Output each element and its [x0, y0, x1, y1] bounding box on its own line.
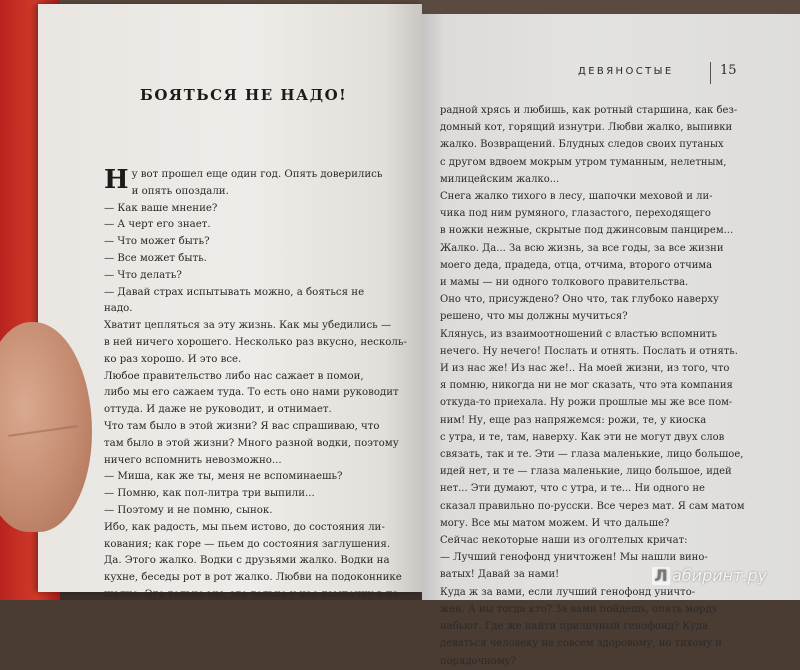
left-line: Любое правительство либо нас сажает в помои,: [104, 370, 364, 382]
left-page-text: [104, 165, 407, 604]
right-line: Куда ж за вами, если лучший генофонд уничто-: [440, 586, 696, 598]
right-line: чика под ним румяного, глазастого, переходящего: [440, 208, 711, 220]
left-line: ничего вспомнить невозможно...: [104, 454, 282, 466]
right-line: нет... Эти думают, что с утра, и те... Ни одного не: [440, 483, 705, 495]
left-line: там было в этой жизни? Много разной водки, поэтому: [104, 437, 399, 449]
left-line: Ибо, как радость, мы пьем истово, до состояния ли-: [104, 521, 385, 533]
right-line: могу. Все мы матом можем. И что дальше?: [440, 517, 670, 529]
left-line: — Что может быть?: [104, 236, 210, 248]
left-line: Что там было в этой жизни? Я вас спрашиваю, что: [104, 420, 380, 432]
left-line: Да. Этого жалко. Водки с друзьями жалко. Водки на: [104, 555, 390, 567]
left-line: либо мы его сажаем туда. То есть оно нами руководит: [104, 387, 399, 399]
right-line: и мамы — ни одного толкового правительства.: [440, 277, 689, 289]
right-line: я помню, никогда ни не мог сказать, что эта компания: [440, 380, 733, 392]
left-line: — А черт его знает.: [104, 219, 211, 231]
header-divider: [710, 62, 711, 84]
right-line: в ножки нежные, скрытые под джинсовым панцирем...: [440, 225, 734, 237]
left-line: надо.: [104, 303, 133, 315]
left-line: оттуда. И даже не руководит, и отнимает.: [104, 404, 332, 416]
right-line: — Лучший генофонд уничтожен! Мы нашли вино-: [440, 552, 708, 564]
left-line: — Что делать?: [104, 269, 182, 281]
left-line: — Поэтому и не помню, сынок.: [104, 504, 273, 516]
right-line: с утра, и те, там, наверху. Как эти не могут двух слов: [440, 431, 725, 443]
right-line: связать, так и те. Эти — глаза маленькие, лицо большое,: [440, 449, 744, 461]
right-line: ним! Ну, еще раз напряжемся: рожи, те, у киоска: [440, 414, 707, 426]
labirint-watermark: [652, 566, 767, 585]
right-line: нечего. Ну нечего! Послать и отнять. Послать и отнять.: [440, 345, 738, 357]
left-line: в ней ничего хорошего. Несколько раз вкусно, несколь-: [104, 336, 407, 348]
watermark-text: абиринт.ру: [672, 566, 768, 585]
left-line: — Все может быть.: [104, 252, 207, 264]
running-head: ДЕВЯНОСТЫЕ: [578, 66, 674, 77]
right-line: И из нас же! Из нас же!.. На моей жизни, из того, что: [440, 363, 730, 375]
right-line: порядочному?: [440, 655, 516, 667]
left-line: — Миша, как же ты, меня не вспоминаешь?: [104, 471, 343, 483]
left-line: ко раз хорошо. И это все.: [104, 353, 242, 365]
right-line: Жалко. Да... За всю жизнь, за все годы, за все жизни: [440, 242, 724, 254]
right-line: жалко. Возвращений. Блудных следов своих путаных: [440, 139, 724, 151]
left-line: Хватит цепляться за эту жизнь. Как мы убедились —: [104, 320, 392, 332]
chapter-title: БОЯТЬСЯ НЕ НАДО!: [140, 86, 348, 104]
drop-cap: Н: [104, 165, 129, 195]
right-line: Оно что, присуждено? Оно что, так глубоко наверху: [440, 294, 719, 306]
right-line: моего деда, прадеда, отца, отчима, второго отчима: [440, 259, 713, 271]
right-line: Клянусь, из взаимоотношений с властью вспомнить: [440, 328, 717, 340]
right-line: решено, что мы должны мучиться?: [440, 311, 628, 323]
right-line: ватых! Давай за нами!: [440, 569, 560, 581]
left-line: жалко. Это только мы, это только у нас лампочку в па-: [104, 588, 403, 600]
left-line: кухне, беседы рот в рот жалко. Любви на подоконнике: [104, 572, 402, 584]
right-line: Сейчас некоторые наши из оголтелых кричат:: [440, 535, 688, 547]
right-line: набьют. Где же найти приличный генофонд? Куда: [440, 621, 709, 633]
right-line: сказал правильно по-русски. Все через мат. Я сам матом: [440, 500, 745, 512]
right-line: Снега жалко тихого в лесу, шапочки меховой и ли-: [440, 191, 713, 203]
right-line: милицейским жалко...: [440, 173, 560, 185]
right-line: идей нет, и те — глаза маленькие, лицо большое, идей: [440, 466, 732, 478]
watermark-badge: Л: [652, 567, 670, 585]
first-line-rest: у вот прошел еще один год. Опять доверились: [131, 169, 383, 180]
right-line: с другом вдвоем мокрым утром туманным, нелетным,: [440, 156, 727, 168]
left-line: — Как ваше мнение?: [104, 202, 218, 214]
right-line: деваться человеку не совсем здоровому, но тихому и: [440, 638, 722, 650]
right-line: домный кот, горящий изнутри. Любви жалко, выпивки: [440, 122, 733, 134]
left-line: и опять опоздали.: [131, 185, 229, 197]
right-line: жен. А ны тогда кто? За вами пойдешь, опять морду: [440, 603, 718, 615]
left-line: — Давай страх испытывать можно, а бояться не: [104, 286, 365, 298]
left-line: кования; как горе — пьем до состояния заглушения.: [104, 538, 391, 550]
right-line: откуда-то приехала. Ну рожи прошлые мы же все пом-: [440, 397, 733, 409]
right-line: радной хрясь и любишь, как ротный старшина, как без-: [440, 105, 738, 116]
left-line: — Помню, как пол-литра три выпили...: [104, 488, 315, 500]
page-number: 15: [720, 63, 737, 78]
